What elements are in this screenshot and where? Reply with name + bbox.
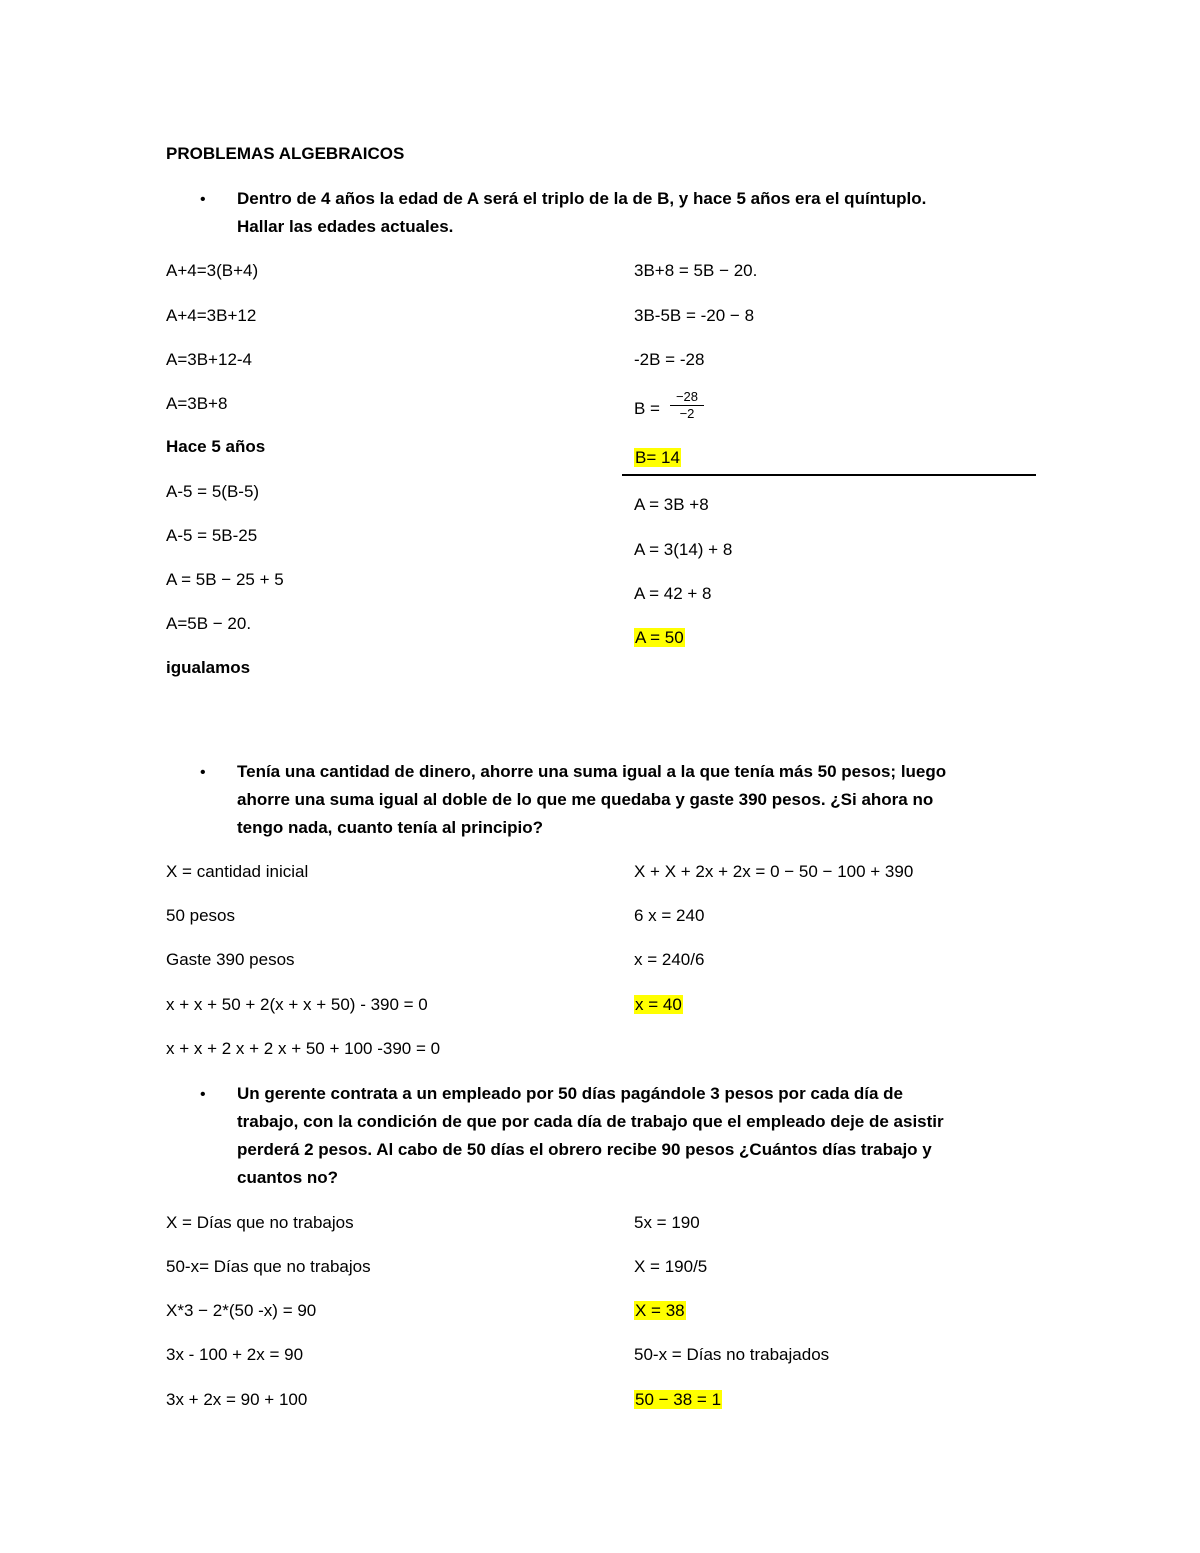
highlight: B= 14 (635, 448, 680, 467)
p2-left-step: Gaste 390 pesos (166, 950, 295, 969)
document-title: PROBLEMAS ALGEBRAICOS (166, 144, 405, 163)
p1-left-step: A-5 = 5B-25 (166, 526, 258, 545)
p1-left-step: A = 5B − 25 + 5 (166, 570, 284, 589)
p3-result-x (634, 1300, 686, 1322)
bullet-3: • (200, 1086, 206, 1103)
p2-left-step: 50 pesos (166, 906, 235, 925)
p1-left-step: A=3B+12-4 (166, 350, 253, 369)
problem3-line3: perderá 2 pesos. Al cabo de 50 días el obrero recibe 90 pesos ¿Cuántos días trabajo y (237, 1140, 932, 1159)
p1-b-result (634, 447, 681, 469)
p1-right-step: -2B = -28 (634, 350, 705, 369)
p2-right-step: 6 x = 240 (634, 906, 705, 925)
highlight: A = 50 (635, 628, 684, 647)
p2-left-step: X = cantidad inicial (166, 862, 309, 881)
p2-right-step: x = 240/6 (634, 950, 705, 969)
p1-left-step: A+4=3B+12 (166, 306, 257, 325)
p1-right-step: A = 42 + 8 (634, 584, 712, 603)
bullet-1: • (200, 191, 206, 208)
p1-a-result (634, 627, 685, 649)
problem2-line3: tengo nada, cuanto tenía al principio? (237, 818, 544, 837)
p3-left-step: X*3 − 2*(50 -x) = 90 (166, 1301, 317, 1320)
bullet-2: • (200, 764, 206, 781)
p3-left-step: 3x - 100 + 2x = 90 (166, 1345, 304, 1364)
p2-result (634, 994, 683, 1016)
p3-left-step: X = Días que no trabajos (166, 1213, 354, 1232)
p3-left-step: 50-x= Días que no trabajos (166, 1257, 371, 1276)
p1-left-step: Hace 5 años (166, 437, 266, 456)
problem3-line2: trabajo, con la condición de que por cada día de trabajo que el empleado deje de asistir (237, 1112, 944, 1131)
p2-right-step: X + X + 2x + 2x = 0 − 50 − 100 + 390 (634, 862, 914, 881)
p3-right-step: 50-x = Días no trabajados (634, 1345, 830, 1364)
problem2-line1: Tenía una cantidad de dinero, ahorre una suma igual a la que tenía más 50 pesos; luego (237, 762, 947, 781)
problem1-line1: Dentro de 4 años la edad de A será el triplo de la de B, y hace 5 años era el quíntuplo. (237, 189, 927, 208)
horizontal-rule (622, 474, 1036, 476)
p1-left-step: A+4=3(B+4) (166, 261, 259, 280)
p1-right-step: A = 3B +8 (634, 495, 709, 514)
p3-result-final (634, 1389, 722, 1411)
fraction-denominator: −2 (679, 406, 695, 421)
p1-right-step: 3B+8 = 5B − 20. (634, 261, 758, 280)
p1-b-fraction (670, 390, 704, 421)
problem3-line1: Un gerente contrata a un empleado por 50 días pagándole 3 pesos por cada día de (237, 1084, 904, 1103)
p3-right-step: X = 190/5 (634, 1257, 708, 1276)
p1-b-label: B = (634, 399, 660, 418)
p1-right-step: 3B-5B = -20 − 8 (634, 306, 755, 325)
highlight: 50 − 38 = 1 (635, 1390, 722, 1409)
p1-left-step: A-5 = 5(B-5) (166, 482, 260, 501)
p2-left-step: x + x + 2 x + 2 x + 50 + 100 -390 = 0 (166, 1039, 441, 1058)
p3-left-step: 3x + 2x = 90 + 100 (166, 1390, 308, 1409)
problem2-line2: ahorre una suma igual al doble de lo que me quedaba y gaste 390 pesos. ¿Si ahora no (237, 790, 934, 809)
p1-left-step: A=5B − 20. (166, 614, 252, 633)
p2-left-step: x + x + 50 + 2(x + x + 50) - 390 = 0 (166, 995, 428, 1014)
p1-right-step: A = 3(14) + 8 (634, 540, 733, 559)
highlight: X = 38 (635, 1301, 685, 1320)
fraction-numerator: −28 (670, 390, 704, 406)
p1-left-step: igualamos (166, 658, 251, 677)
problem3-line4: cuantos no? (237, 1168, 339, 1187)
highlight: x = 40 (635, 995, 682, 1014)
p3-right-step: 5x = 190 (634, 1213, 700, 1232)
problem1-line2: Hallar las edades actuales. (237, 217, 454, 236)
p1-left-step: A=3B+8 (166, 394, 228, 413)
